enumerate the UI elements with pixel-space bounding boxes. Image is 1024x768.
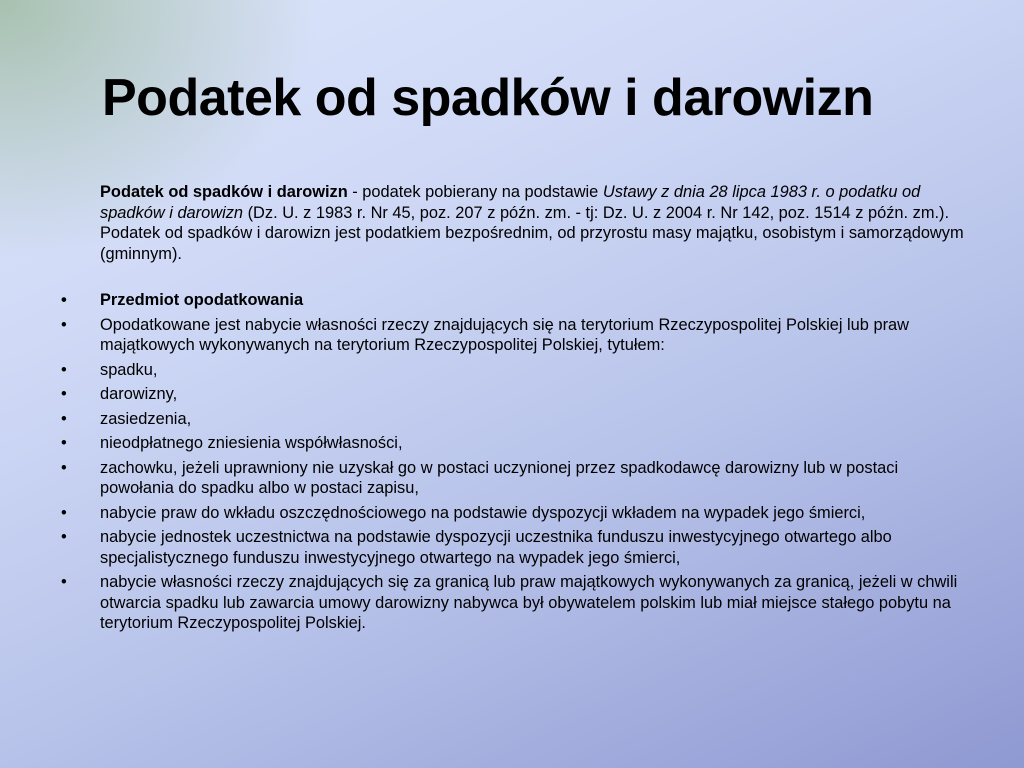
slide-title: Podatek od spadków i darowizn (102, 69, 874, 127)
slide-content (100, 182, 970, 638)
intro-law-reference: Ustawy z dnia 28 lipca 1983 r. o podatku od spadków i darowizn (100, 183, 921, 222)
intro-text-1: - podatek pobierany na podstawie (347, 183, 603, 201)
intro-bold-term: Podatek od spadków i darowizn (100, 183, 348, 201)
intro-paragraph (100, 182, 970, 264)
bullet-item: • zasiedzenia, (100, 409, 970, 430)
bullet-heading: • Przedmiot opodatkowania (100, 290, 970, 311)
bullet-item: • nieodpłatnego zniesienia współwłasności, (100, 433, 970, 454)
bullet-item: • spadku, (100, 360, 970, 381)
intro-text-2: (Dz. U. z 1983 r. Nr 45, poz. 207 z późn. zm. - tj: Dz. U. z 2004 r. Nr 142, poz. 1514 z późn. zm.). Podatek od spadków i darowizn jest podatkiem bezpośrednim, od przyrostu masy majątku, osobistym i samorządowym (gminnym). (100, 203, 964, 263)
bullet-list (100, 290, 970, 634)
bullet-item: • nabycie praw do wkładu oszczędnościowego na podstawie dyspozycji wkładem na wypadek jego śmierci, (100, 503, 970, 524)
bullet-item: • nabycie jednostek uczestnictwa na podstawie dyspozycji uczestnika funduszu inwestycyjnego otwartego albo specjalistycznego funduszu inwestycyjnego otwartego na wypadek jego śmierci, (100, 527, 970, 568)
bullet-item: • darowizny, (100, 384, 970, 405)
bullet-item: • zachowku, jeżeli uprawniony nie uzyskał go w postaci uczynionej przez spadkodawcę darowizny lub w postaci powołania do spadku albo w postaci zapisu, (100, 458, 970, 499)
bullet-item: • nabycie własności rzeczy znajdujących się za granicą lub praw majątkowych wykonywanych za granicą, jeżeli w chwili otwarcia spadku lub zawarcia umowy darowizny nabywca był obywatelem polskim lub miał miejsce stałego pobytu na terytorium Rzeczypospolitej Polskiej. (100, 572, 970, 634)
bullet-item: • Opodatkowane jest nabycie własności rzeczy znajdujących się na terytorium Rzeczypospolitej Polskiej lub praw majątkowych wykonywanych na terytorium Rzeczypospolitej Polskiej, tytułem: (100, 315, 970, 356)
